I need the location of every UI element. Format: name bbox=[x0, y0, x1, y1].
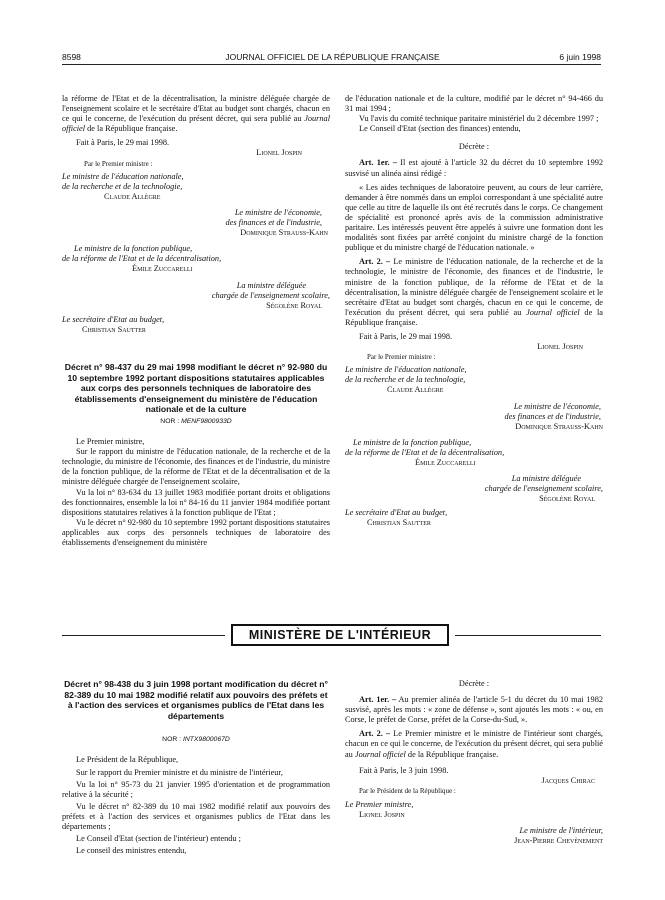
decree-437-r1: de l'éducation nationale et de la culture, modifié par le décret n° 94-466 du 31 mai 1994 ; bbox=[345, 94, 603, 114]
decree-438-pres-by: Par le Président de la République : bbox=[359, 786, 456, 795]
decree-438-p6: Le conseil des ministres entendu, bbox=[76, 846, 187, 856]
pm-by: Par le Premier ministre : bbox=[84, 159, 153, 168]
decree-437-art1-quote: « Les aides techniques de laboratoire peuvent, au cours de leur carrière, demander à être nommés dans un emploi correspondant à une spécialité autre que celle au titre de laquelle ils ont été recrutés dans le corps. Ce changement de spécialité est prononcé après avis de la commission administrative paritaire. Les intéressés peuvent être appelés à suivre une formation dont les modalités sont fixées par arrêté conjoint du ministre chargé de la fonction publique et du ministre chargé de l'éducation nationale. » bbox=[345, 182, 603, 253]
decree-437-p2: Sur le rapport du ministre de l'éducation nationale, de la recherche et de la technologie, du ministre de l'économie, des finances et de l'industrie, du ministre de la fonction publique, de la réforme de l'Etat et de la décentralisation et de la ministre déléguée chargée de l'enseignement scolaire, bbox=[62, 447, 330, 487]
sig2-title-b: des finances et de l'industrie, bbox=[225, 218, 322, 228]
pm-name: Lionel Jospin bbox=[256, 148, 302, 158]
decree-437-pm-by: Par le Premier ministre : bbox=[367, 353, 436, 362]
decree-437-left bbox=[62, 362, 330, 548]
decree-437-sig4-title-b: chargée de l'enseignement scolaire, bbox=[484, 484, 603, 494]
sig4-title-b: chargée de l'enseignement scolaire, bbox=[211, 290, 330, 300]
decree-437-sig2-title-b: des finances et de l'industrie, bbox=[504, 411, 601, 421]
sig1-title-b: de la recherche et de la technologie, bbox=[62, 181, 183, 191]
sig5-title: Le secrétaire d'Etat au budget, bbox=[62, 314, 165, 324]
decree-438-title: Décret n° 98-438 du 3 juin 1998 portant modification du décret n° 82-389 du 10 mai 1982 modifié relatif aux pouvoirs des préfets et à l'action des services et organismes publics de l'Etat dans les départements bbox=[64, 679, 328, 721]
decree-438-pres-name: Jacques Chirac bbox=[541, 775, 595, 785]
decree-438-p1: Le Président de la République, bbox=[76, 755, 179, 765]
decree-437-sig3-name: Émile Zuccarelli bbox=[415, 458, 476, 467]
decree-437-p1: Le Premier ministre, bbox=[76, 437, 145, 447]
decree-437-art2: Art. 2. – Le ministre de l'éducation nationale, de la recherche et de la technologie, le ministre de l'économie, des finances et de l'industrie, le ministre de la fonction publique, de la réforme de l'Etat et de la décentralisation, la ministre déléguée chargée de l'enseignement scolaire et le secrétaire d'Etat au budget sont chargés, chacun en ce qui le concerne, de l'exécution du présent décret, qui sera publié au Journal officiel de la République française. bbox=[345, 257, 603, 327]
sig1-title-a: Le ministre de l'éducation nationale, bbox=[62, 171, 184, 181]
decree-438-decrete: Décrète : bbox=[458, 679, 490, 688]
decree-437-pm-name: Lionel Jospin bbox=[537, 342, 583, 352]
decree-437-sig5-title: Le secrétaire d'Etat au budget, bbox=[345, 508, 448, 518]
sig5-name: Christian Sautter bbox=[82, 324, 146, 334]
decree-437-r2: Vu l'avis du comité technique paritaire ministériel du 2 décembre 1997 ; bbox=[359, 114, 599, 124]
issue-date: 6 juin 1998 bbox=[559, 52, 601, 62]
decree-437-sig3-title-a: Le ministre de la fonction publique, bbox=[353, 437, 472, 447]
decree-437-decrete: Décrète : bbox=[458, 142, 490, 152]
decree-437-sig5-name: Christian Sautter bbox=[367, 518, 431, 528]
sig1-name: Claude Allègre bbox=[104, 191, 161, 201]
decree-438-int-name: Jean-Pierre Chevènement bbox=[514, 836, 603, 846]
decree-437-nor: NOR : MENF9800933D bbox=[160, 417, 232, 425]
decree-438-art2: Art. 2. – Le Premier ministre et le ministre de l'intérieur sont chargés, chacun en ce qui le concerne, de l'exécution du présent décret, qui sera publié au Journal officiel de la République française. bbox=[345, 729, 604, 759]
decree-438-p3: Vu la loi n° 95-73 du 21 janvier 1995 d'orientation et de programmation relative à la sécurité ; bbox=[62, 779, 330, 799]
decree-438-int-title: Le ministre de l'intérieur, bbox=[519, 826, 603, 836]
decree-438-nor: NOR : INTX9800067D bbox=[162, 736, 230, 744]
decree-438-pm-title: Le Premier ministre, bbox=[345, 799, 414, 809]
page-number: 8598 bbox=[62, 52, 81, 62]
decree-437-right bbox=[345, 94, 603, 529]
journal-title: JOURNAL OFFICIEL DE LA RÉPUBLIQUE FRANÇAISE bbox=[225, 52, 440, 62]
decree-438-right bbox=[345, 679, 603, 846]
decree-438-fait: Fait à Paris, le 3 juin 1998. bbox=[359, 765, 449, 775]
decree-437-r3: Le Conseil d'Etat (section des finances) entendu, bbox=[359, 124, 521, 134]
decree-438-pm-name: Lionel Jospin bbox=[359, 810, 405, 820]
decree-437-p4: Vu le décret n° 92-980 du 10 septembre 1992 portant dispositions statutaires applicables aux corps des personnels techniques de laboratoire des établissements d'enseignement du ministère bbox=[62, 517, 330, 547]
decree-437-sig2-title-a: Le ministre de l'économie, bbox=[513, 401, 601, 411]
decree-437-sig1-title-b: de la recherche et de la technologie, bbox=[345, 375, 466, 385]
decree-437-title: Décret n° 98-437 du 29 mai 1998 modifiant le décret n° 92-980 du 10 septembre 1992 portant dispositions statutaires applicables aux corps des personnels techniques de laboratoire des établissements d'enseignement du ministère de l'éducation nationale et de la culture bbox=[64, 362, 328, 415]
decree-438-p4: Vu le décret n° 82-389 du 10 mai 1982 modifié relatif aux pouvoirs des préfets et à l'action des services et organismes publics de l'Etat dans les départements ; bbox=[62, 801, 330, 832]
sig2-title-a: Le ministre de l'économie, bbox=[234, 207, 322, 217]
decree-437-sig3-title-b: de la réforme de l'Etat et de la décentralisation, bbox=[345, 447, 505, 457]
sig4-name: Ségolène Royal bbox=[266, 300, 322, 310]
decree-438-p5: Le Conseil d'Etat (section de l'intérieur) entendu ; bbox=[76, 834, 241, 844]
sig4-title-a: La ministre déléguée bbox=[236, 280, 306, 290]
decree-438-art1: Art. 1er. – Au premier alinéa de l'article 5-1 du décret du 10 mai 1982 susvisé, après les mots : « zone de défense », sont ajoutés les mots : « ou, en Corse, le préfet de Corse, préfet de la Corse-du-Sud, ». bbox=[345, 695, 603, 725]
sig3-title-b: de la réforme de l'Etat et de la décentralisation, bbox=[62, 254, 222, 264]
header-rule bbox=[62, 64, 601, 65]
signature-date: Fait à Paris, le 29 mai 1998. bbox=[76, 138, 170, 148]
decree-437-art1: Art. 1er. – Il est ajouté à l'article 32 du décret du 10 septembre 1992 susvisé un alinéa ainsi rédigé : bbox=[345, 158, 604, 178]
ministry-heading: MINISTÈRE DE L'INTÉRIEUR bbox=[231, 624, 449, 646]
sig2-name: Dominique Strauss-Kahn bbox=[240, 228, 328, 238]
continuation-text: la réforme de l'Etat et de la décentralisation, la ministre déléguée chargée de l'enseignement scolaire et le secrétaire d'Etat au budget sont chargés, chacun en ce qui le concerne, de l'exécution du présent décret, qui sera publié au Journal officiel de la République française. bbox=[62, 94, 330, 134]
left-column-top bbox=[62, 94, 330, 335]
sig3-name: Émile Zuccarelli bbox=[132, 264, 193, 274]
decree-437-sig1-title-a: Le ministre de l'éducation nationale, bbox=[345, 365, 467, 375]
decree-437-fait: Fait à Paris, le 29 mai 1998. bbox=[359, 331, 453, 341]
decree-437-p3: Vu la loi n° 83-634 du 13 juillet 1983 modifiée portant droits et obligations des fonctionnaires, ensemble la loi n° 84-16 du 11 janvier 1984 modifiée portant dispositions statutaires relatives à la fonction publique de l'Etat ; bbox=[62, 487, 330, 517]
decree-437-sig4-name: Ségolène Royal bbox=[539, 494, 595, 504]
decree-437-sig2-name: Dominique Strauss-Kahn bbox=[515, 421, 603, 431]
decree-437-sig4-title-a: La ministre déléguée bbox=[511, 474, 581, 484]
decree-438-left bbox=[62, 679, 330, 856]
decree-438-p2: Sur le rapport du Premier ministre et du ministre de l'intérieur, bbox=[76, 767, 283, 777]
decree-437-sig1-name: Claude Allègre bbox=[387, 385, 444, 395]
sig3-title-a: Le ministre de la fonction publique, bbox=[74, 244, 193, 254]
